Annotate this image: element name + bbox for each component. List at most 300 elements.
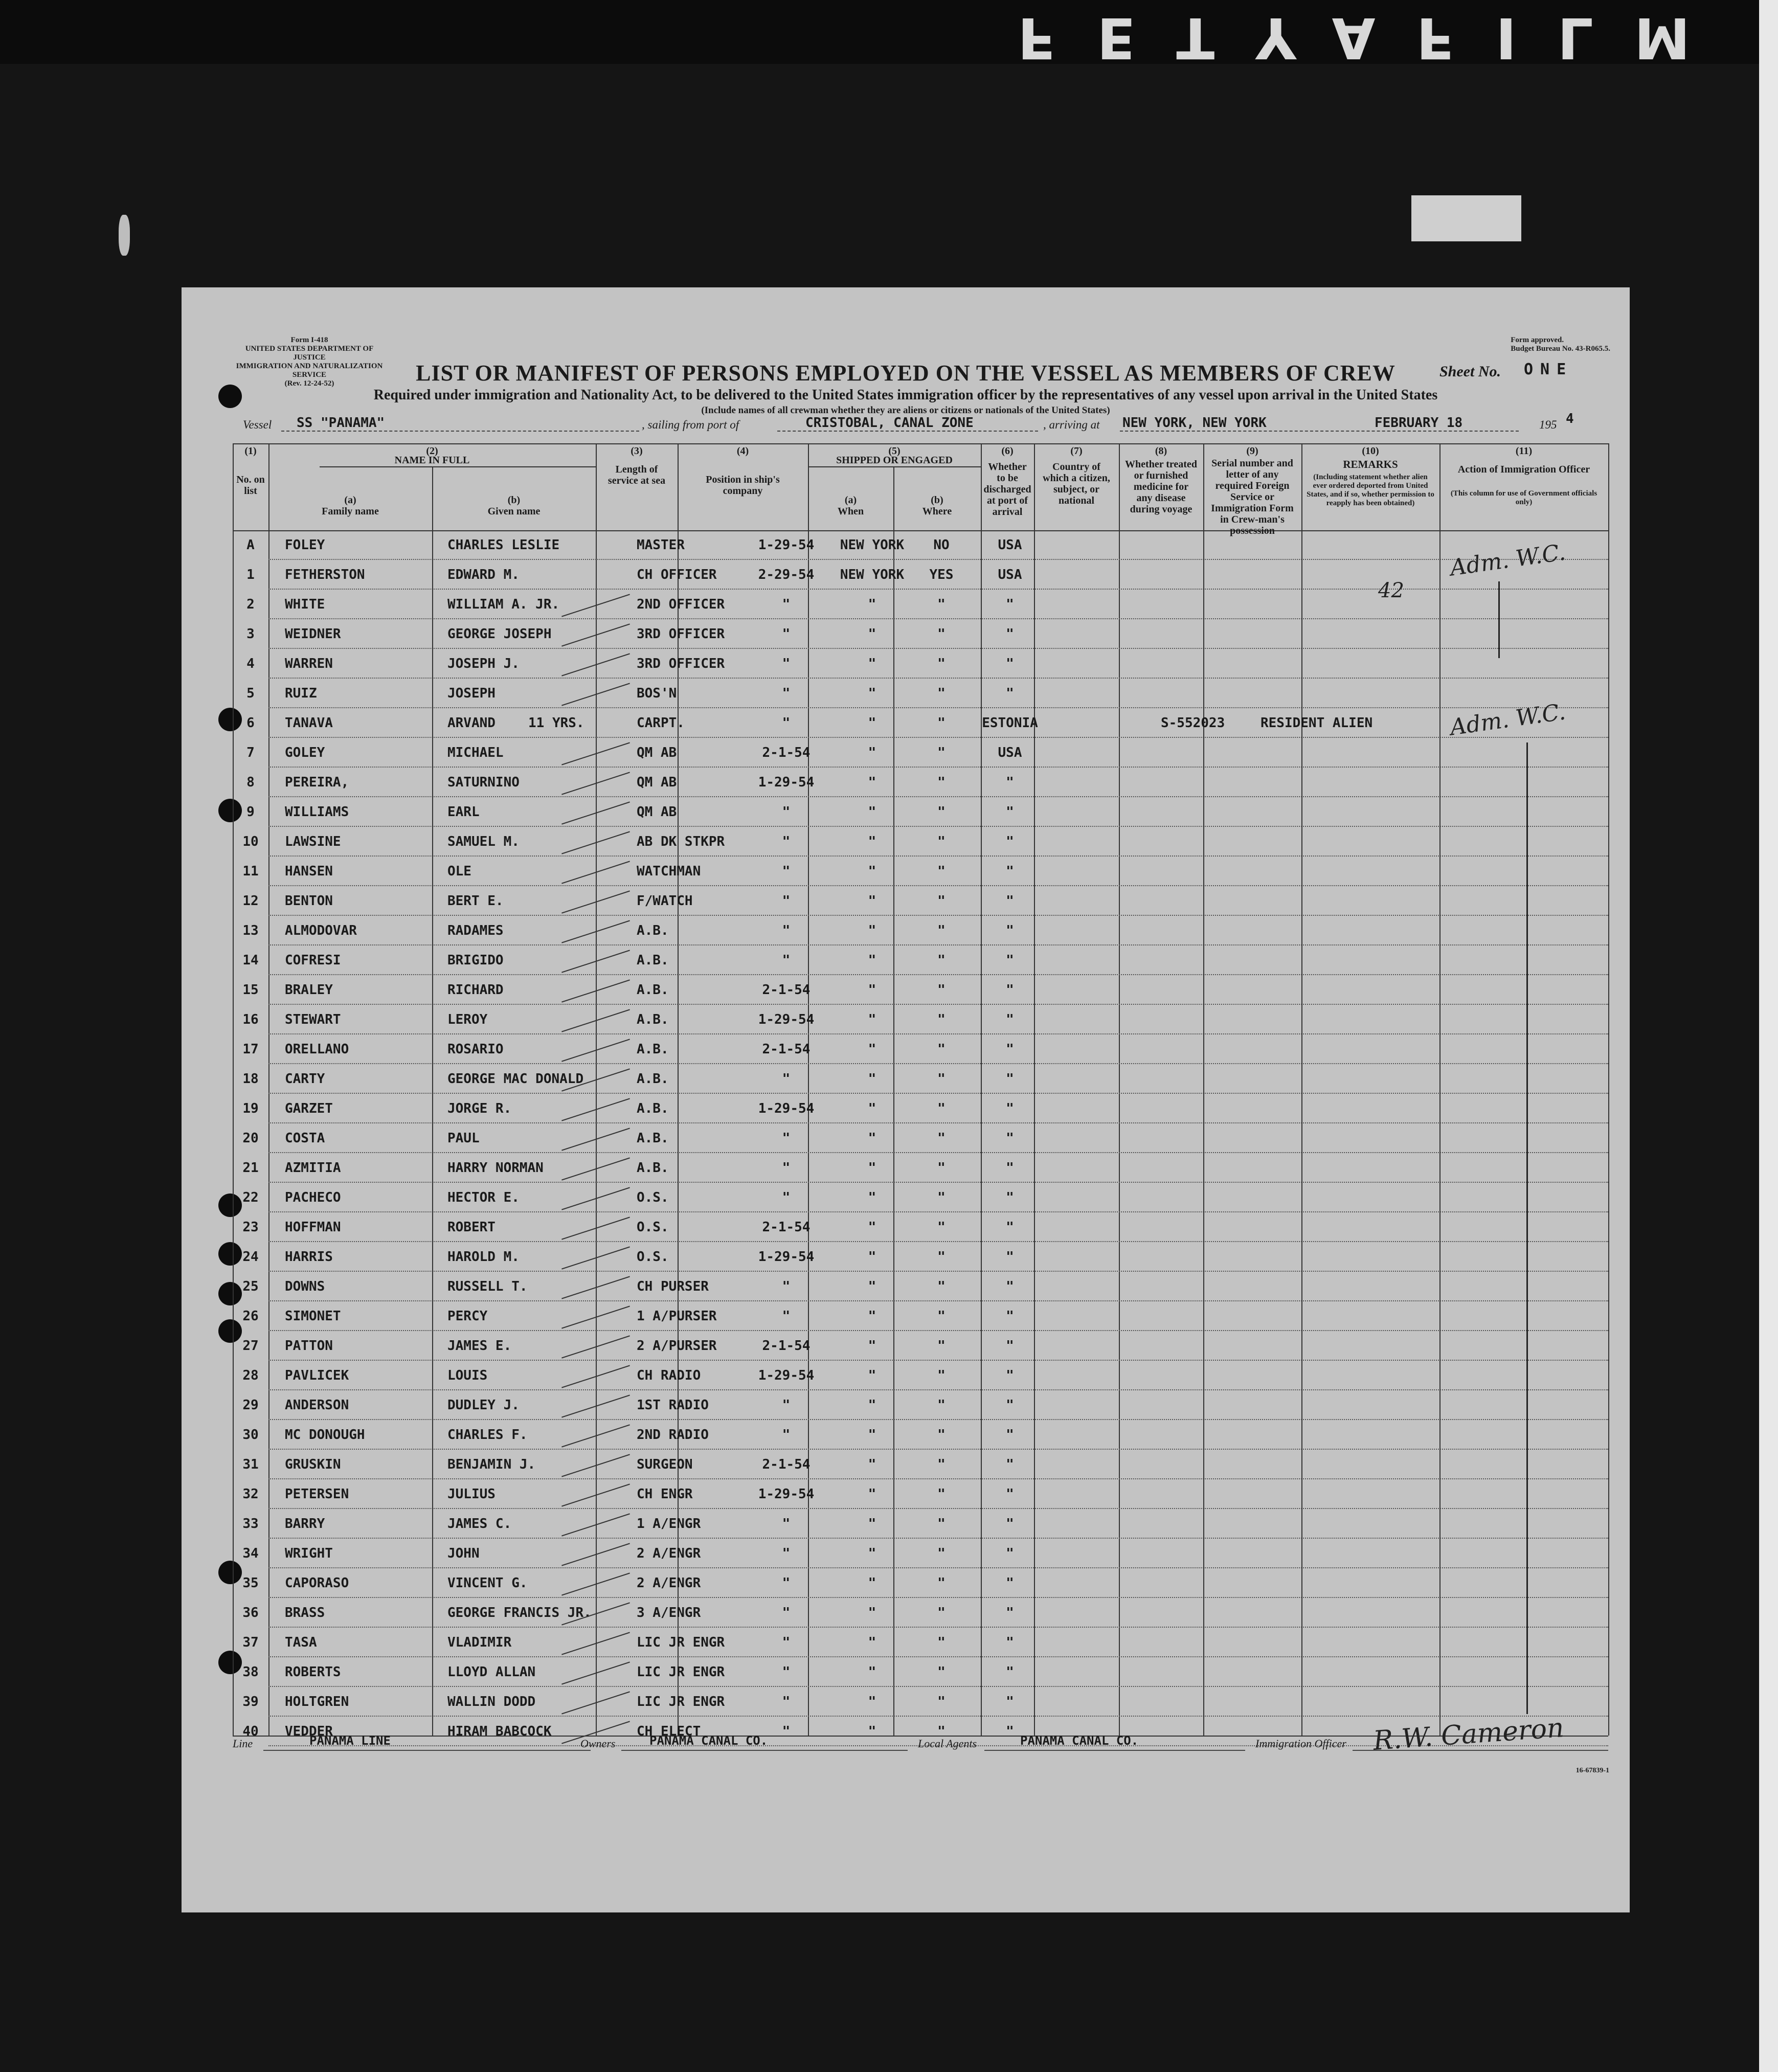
engaged-where-cell: " xyxy=(868,893,876,909)
engaged-where-cell: " xyxy=(868,597,876,612)
table-row xyxy=(233,1301,1608,1331)
family-name-cell: COFRESI xyxy=(285,953,341,968)
engaged-when-cell: " xyxy=(782,626,791,642)
row-number-cell: 11 xyxy=(242,864,259,879)
given-name-cell: BERT E. xyxy=(447,893,504,909)
country-cell: " xyxy=(1006,834,1014,849)
position-cell: 3RD OFFICER xyxy=(637,626,725,642)
engaged-when-cell: 2-1-54 xyxy=(762,982,811,998)
engaged-when-cell: " xyxy=(782,1575,791,1591)
given-name-cell: OLE xyxy=(447,864,471,879)
approval-bracket xyxy=(1498,581,1500,658)
arriving-label: , arriving at xyxy=(1043,418,1100,431)
given-name-cell: HAROLD M. xyxy=(447,1249,520,1265)
engaged-where-cell: " xyxy=(868,1042,876,1057)
position-cell: 2 A/ENGR xyxy=(637,1546,701,1561)
given-name-cell: ROBERT xyxy=(447,1220,496,1235)
discharged-cell: " xyxy=(937,864,946,879)
engaged-where-cell: " xyxy=(868,1101,876,1116)
col-7-number: (7) xyxy=(1070,445,1083,457)
given-name-cell: JAMES E. xyxy=(447,1338,512,1354)
given-name-cell: EARL xyxy=(447,804,480,820)
engaged-where-cell: " xyxy=(868,1664,876,1680)
country-cell: " xyxy=(1006,1575,1014,1591)
approval-line: Form approved. xyxy=(1511,336,1564,344)
position-cell: LIC JR ENGR xyxy=(637,1694,725,1709)
country-cell: " xyxy=(1006,1605,1014,1620)
row-number-cell: 19 xyxy=(242,1101,259,1116)
col-5b-header: (b) Where xyxy=(922,494,952,517)
col-9-number: (9) xyxy=(1246,445,1258,457)
engaged-where-cell: " xyxy=(868,1457,876,1472)
film-tab xyxy=(1411,195,1521,241)
service-dash-mark xyxy=(561,623,630,646)
family-name-cell: ANDERSON xyxy=(285,1398,349,1413)
owners-value: PANAMA CANAL CO. xyxy=(649,1733,768,1748)
country-cell: " xyxy=(1006,1190,1014,1205)
given-name-cell: CHARLES F. xyxy=(447,1427,528,1443)
country-cell: " xyxy=(1006,923,1014,938)
position-cell: 2 A/ENGR xyxy=(637,1575,701,1591)
discharged-cell: NO xyxy=(933,537,950,553)
position-cell: A.B. xyxy=(637,1131,669,1146)
family-name-cell: BARRY xyxy=(285,1516,325,1532)
engaged-where-cell: " xyxy=(868,1487,876,1502)
engaged-where-cell: " xyxy=(868,1546,876,1561)
country-cell: " xyxy=(1006,1368,1014,1383)
row-number-cell: 13 xyxy=(242,923,259,938)
engaged-where-cell: " xyxy=(868,923,876,938)
service-dash-mark xyxy=(561,979,630,1002)
position-cell: A.B. xyxy=(637,1160,669,1176)
service-dash-mark xyxy=(561,1543,630,1566)
col-2-number: (2) xyxy=(426,445,438,457)
discharged-cell: " xyxy=(937,1279,946,1294)
form-number: Form I-418 xyxy=(290,336,328,344)
country-cell: " xyxy=(1006,1101,1014,1116)
engaged-when-cell: " xyxy=(782,834,791,849)
remarks-cell: RESIDENT ALIEN xyxy=(1261,715,1373,731)
position-cell: 1 A/ENGR xyxy=(637,1516,701,1532)
row-number-cell: 4 xyxy=(246,656,255,671)
discharged-cell: " xyxy=(937,1398,946,1413)
given-name-cell: JOSEPH J. xyxy=(447,656,520,671)
engaged-where-cell: " xyxy=(868,804,876,820)
engaged-when-cell: " xyxy=(782,804,791,820)
family-name-cell: BENTON xyxy=(285,893,333,909)
family-name-cell: PETERSEN xyxy=(285,1487,349,1502)
row-number-cell: A xyxy=(246,537,255,553)
row-number-cell: 37 xyxy=(242,1635,259,1650)
engaged-when-cell: " xyxy=(782,1309,791,1324)
engaged-when-cell: 2-1-54 xyxy=(762,1220,811,1235)
position-cell: O.S. xyxy=(637,1190,669,1205)
discharged-cell: " xyxy=(937,1101,946,1116)
family-name-cell: PATTON xyxy=(285,1338,333,1354)
position-cell: QM AB xyxy=(637,745,677,760)
position-cell: CARPT. xyxy=(637,715,685,731)
discharged-cell: " xyxy=(937,1190,946,1205)
country-cell: " xyxy=(1006,1012,1014,1027)
country-cell: USA xyxy=(998,537,1022,553)
table-row xyxy=(233,1153,1608,1183)
officer-initials: Adm. W.C. xyxy=(1448,699,1567,741)
row-number-cell: 36 xyxy=(242,1605,259,1620)
given-name-cell: MICHAEL xyxy=(447,745,504,760)
sailing-label: , sailing from port of xyxy=(642,418,739,431)
position-cell: A.B. xyxy=(637,953,669,968)
service-dash-mark xyxy=(561,890,630,913)
engaged-when-cell: 1-29-54 xyxy=(758,1368,815,1383)
service-dash-mark xyxy=(561,1128,630,1151)
discharged-cell: " xyxy=(937,1012,946,1027)
service-dash-mark xyxy=(561,1276,630,1299)
given-name-cell: HIRAM BABCOCK xyxy=(447,1724,552,1739)
position-cell: LIC JR ENGR xyxy=(637,1635,725,1650)
engaged-when-cell: 1-29-54 xyxy=(758,1012,815,1027)
engaged-where-cell: " xyxy=(868,1398,876,1413)
service-dash-mark xyxy=(561,1454,630,1477)
position-cell: 2 A/PURSER xyxy=(637,1338,717,1354)
given-name-cell: VLADIMIR xyxy=(447,1635,512,1650)
table-row xyxy=(233,679,1608,708)
country-cell: " xyxy=(1006,804,1014,820)
table-row xyxy=(233,886,1608,916)
table-row xyxy=(233,1479,1608,1509)
service-dash-mark xyxy=(561,1483,630,1506)
position-cell: A.B. xyxy=(637,982,669,998)
engaged-where-cell: " xyxy=(868,775,876,790)
position-cell: CH OFFICER xyxy=(637,567,717,582)
position-cell: LIC JR ENGR xyxy=(637,1664,725,1680)
table-row xyxy=(233,1123,1608,1153)
country-cell: " xyxy=(1006,864,1014,879)
engaged-where-cell: " xyxy=(868,1575,876,1591)
col-9-header: Serial number and letter of any required Foreign Service or Immigration Form in Crew-man's possession xyxy=(1211,458,1294,536)
given-name-cell: JOSEPH xyxy=(447,686,496,701)
family-name-cell: STEWART xyxy=(285,1012,341,1027)
given-name-cell: JORGE R. xyxy=(447,1101,512,1116)
table-row xyxy=(233,1212,1608,1242)
position-cell: QM AB xyxy=(637,775,677,790)
row-number-cell: 28 xyxy=(242,1368,259,1383)
row-number-cell: 15 xyxy=(242,982,259,998)
col-6-header: Whether to be discharged at port of arrival xyxy=(983,461,1031,517)
given-name-cell: JOHN xyxy=(447,1546,480,1561)
given-name-cell: ARVAND xyxy=(447,715,496,731)
table-row xyxy=(233,1687,1608,1717)
form-service: IMMIGRATION AND NATURALIZATION SERVICE xyxy=(236,362,383,379)
country-cell: " xyxy=(1006,656,1014,671)
row-number-cell: 32 xyxy=(242,1487,259,1502)
table-row xyxy=(233,530,1608,560)
country-cell: " xyxy=(1006,893,1014,909)
country-cell: USA xyxy=(998,745,1022,760)
family-name-cell: ROBERTS xyxy=(285,1664,341,1680)
service-dash-mark xyxy=(561,831,630,854)
col-1-header: No. on list xyxy=(236,474,265,497)
year-prefix: 195 xyxy=(1539,418,1557,431)
owners-label: Owners xyxy=(580,1737,616,1750)
arriving-value: NEW YORK, NEW YORK xyxy=(1122,415,1267,431)
discharged-cell: " xyxy=(937,834,946,849)
row-number-cell: 12 xyxy=(242,893,259,909)
officer-initials: Adm. W.C. xyxy=(1448,539,1567,581)
position-cell: A.B. xyxy=(637,1042,669,1057)
family-name-cell: DOWNS xyxy=(285,1279,325,1294)
service-dash-mark xyxy=(561,742,630,765)
table-row xyxy=(233,1272,1608,1301)
table-row xyxy=(233,1628,1608,1657)
service-dash-mark xyxy=(561,1039,630,1062)
country-cell: " xyxy=(1006,953,1014,968)
family-name-cell: TASA xyxy=(285,1635,317,1650)
family-name-cell: HARRIS xyxy=(285,1249,333,1265)
engaged-where-cell: " xyxy=(868,745,876,760)
engaged-when-cell: " xyxy=(782,715,791,731)
given-name-cell: GEORGE FRANCIS JR. xyxy=(447,1605,592,1620)
given-name-cell: PAUL xyxy=(447,1131,480,1146)
row-number-cell: 21 xyxy=(242,1160,259,1176)
discharged-cell: " xyxy=(937,1546,946,1561)
table-row xyxy=(233,1331,1608,1361)
family-name-cell: WHITE xyxy=(285,597,325,612)
engaged-when-cell: " xyxy=(782,1724,791,1739)
discharged-cell: " xyxy=(937,804,946,820)
engaged-when-cell: " xyxy=(782,1605,791,1620)
position-cell: O.S. xyxy=(637,1220,669,1235)
col-4-header: Position in ship's company xyxy=(706,474,780,497)
country-cell: " xyxy=(1006,1487,1014,1502)
service-dash-mark xyxy=(561,1217,630,1240)
col-10-number: (10) xyxy=(1362,445,1379,457)
table-row xyxy=(233,1598,1608,1628)
row-number-cell: 14 xyxy=(242,953,259,968)
table-row xyxy=(233,1183,1608,1212)
family-name-cell: PAVLICEK xyxy=(285,1368,349,1383)
family-name-cell: HOLTGREN xyxy=(285,1694,349,1709)
family-name-cell: FOLEY xyxy=(285,537,325,553)
position-cell: CH ENGR xyxy=(637,1487,693,1502)
table-row xyxy=(233,1034,1608,1064)
row-number-cell: 7 xyxy=(246,745,255,760)
engaged-where-cell: " xyxy=(868,686,876,701)
given-name-cell: RICHARD xyxy=(447,982,504,998)
family-name-cell: WRIGHT xyxy=(285,1546,333,1561)
engaged-when-cell: " xyxy=(782,1664,791,1680)
position-cell: A.B. xyxy=(637,1101,669,1116)
engaged-when-cell: 1-29-54 xyxy=(758,775,815,790)
country-cell: " xyxy=(1006,1635,1014,1650)
service-dash-mark xyxy=(561,1632,630,1655)
position-cell: F/WATCH xyxy=(637,893,693,909)
table-row xyxy=(233,945,1608,975)
country-cell: " xyxy=(1006,1664,1014,1680)
country-cell: " xyxy=(1006,1309,1014,1324)
given-name-cell: JAMES C. xyxy=(447,1516,512,1532)
form-department: UNITED STATES DEPARTMENT OF JUSTICE xyxy=(245,345,374,362)
engaged-when-cell: 1-29-54 xyxy=(758,1249,815,1265)
given-name-cell: GEORGE MAC DONALD xyxy=(447,1071,584,1087)
country-cell: " xyxy=(1006,1338,1014,1354)
service-dash-mark xyxy=(561,1009,630,1032)
service-dash-mark xyxy=(561,1098,630,1121)
family-name-cell: CARTY xyxy=(285,1071,325,1087)
engaged-when-cell: 2-1-54 xyxy=(762,1457,811,1472)
engaged-where-cell: " xyxy=(868,1427,876,1443)
col-1-number: (1) xyxy=(244,445,257,457)
discharged-cell: " xyxy=(937,1427,946,1443)
document-subtitle: Required under immigration and Nationality Act, to be delivered to the United States immigration officer by the representatives of any vessel upon arrival in the United States xyxy=(373,387,1438,403)
row-number-cell: 3 xyxy=(246,626,255,642)
given-name-cell: PERCY xyxy=(447,1309,488,1324)
service-dash-mark xyxy=(561,1305,630,1328)
country-cell: " xyxy=(1006,1160,1014,1176)
given-name-cell: EDWARD M. xyxy=(447,567,520,582)
col-6-number: (6) xyxy=(1001,445,1014,457)
table-row xyxy=(233,649,1608,679)
discharged-cell: " xyxy=(937,1457,946,1472)
line-label: Line xyxy=(233,1737,253,1750)
engaged-where-cell: " xyxy=(868,1309,876,1324)
engaged-where-cell: " xyxy=(868,1190,876,1205)
family-name-cell: GRUSKIN xyxy=(285,1457,341,1472)
country-cell: " xyxy=(1006,626,1014,642)
given-name-cell: RUSSELL T. xyxy=(447,1279,528,1294)
given-name-cell: BENJAMIN J. xyxy=(447,1457,536,1472)
engaged-where-cell: NEW YORK xyxy=(840,537,905,553)
discharged-cell: " xyxy=(937,1694,946,1709)
discharged-cell: " xyxy=(937,1071,946,1087)
vessel-value: SS "PANAMA" xyxy=(297,415,385,431)
service-dash-mark xyxy=(561,1513,630,1536)
service-dash-mark xyxy=(561,861,630,884)
col-3-header: Length of service at sea xyxy=(607,464,666,486)
sheet-number-label: Sheet No. xyxy=(1439,363,1501,380)
line-value: PANAMA LINE xyxy=(309,1733,391,1748)
engaged-when-cell: " xyxy=(782,686,791,701)
family-name-cell: PEREIRA, xyxy=(285,775,349,790)
table-row xyxy=(233,1361,1608,1390)
position-cell: O.S. xyxy=(637,1249,669,1265)
engaged-when-cell: 1-29-54 xyxy=(758,1487,815,1502)
engaged-where-cell: " xyxy=(868,1220,876,1235)
given-name-cell: GEORGE JOSEPH xyxy=(447,626,552,642)
document-title: LIST OR MANIFEST OF PERSONS EMPLOYED ON THE VESSEL AS MEMBERS OF CREW xyxy=(416,361,1396,386)
row-number-cell: 39 xyxy=(242,1694,259,1709)
given-name-cell: SATURNINO xyxy=(447,775,520,790)
discharged-cell: " xyxy=(937,1309,946,1324)
manifest-sheet xyxy=(182,287,1630,1912)
serial-number-cell: S-552023 xyxy=(1161,715,1225,731)
col-2b-header: (b) Given name xyxy=(487,494,541,517)
table-row xyxy=(233,708,1608,738)
discharged-cell: " xyxy=(937,1605,946,1620)
col-8-number: (8) xyxy=(1155,445,1167,457)
discharged-cell: " xyxy=(937,1338,946,1354)
family-name-cell: PACHECO xyxy=(285,1190,341,1205)
row-number-cell: 17 xyxy=(242,1042,259,1057)
family-name-cell: SIMONET xyxy=(285,1309,341,1324)
engaged-where-cell: " xyxy=(868,1279,876,1294)
given-name-cell: BRIGIDO xyxy=(447,953,504,968)
discharged-cell: " xyxy=(937,1635,946,1650)
row-number-cell: 2 xyxy=(246,597,255,612)
row-number-cell: 33 xyxy=(242,1516,259,1532)
service-dash-mark xyxy=(561,653,630,676)
col-5a-header: (a) When xyxy=(837,494,864,517)
service-dash-mark xyxy=(561,950,630,973)
row-number-cell: 29 xyxy=(242,1398,259,1413)
engaged-where-cell: " xyxy=(868,1516,876,1532)
engaged-when-cell: " xyxy=(782,864,791,879)
table-row xyxy=(233,768,1608,797)
discharged-cell: " xyxy=(937,893,946,909)
position-cell: AB DK STKPR xyxy=(637,834,725,849)
table-row xyxy=(233,797,1608,827)
col-11-subheader: (This column for use of Government officials only) xyxy=(1450,489,1597,506)
family-name-cell: WEIDNER xyxy=(285,626,341,642)
arrival-date: FEBRUARY 18 xyxy=(1375,415,1463,431)
table-row xyxy=(233,1242,1608,1272)
engaged-where-cell: " xyxy=(868,1012,876,1027)
engaged-when-cell: " xyxy=(782,1190,791,1205)
agents-label: Local Agents xyxy=(918,1737,977,1750)
sheet-number-value: ONE xyxy=(1524,361,1573,378)
engaged-when-cell: " xyxy=(782,1398,791,1413)
row-number-cell: 22 xyxy=(242,1190,259,1205)
discharged-cell: " xyxy=(937,597,946,612)
row-number-cell: 38 xyxy=(242,1664,259,1680)
officer-signature: R.W. Cameron xyxy=(1372,1713,1565,1756)
row-number-cell: 30 xyxy=(242,1427,259,1443)
family-name-cell: GARZET xyxy=(285,1101,333,1116)
discharged-cell: " xyxy=(937,745,946,760)
engaged-when-cell: " xyxy=(782,893,791,909)
engaged-when-cell: " xyxy=(782,1071,791,1087)
family-name-cell: VEDDER xyxy=(285,1724,333,1739)
discharged-cell: " xyxy=(937,1042,946,1057)
engaged-when-cell: 1-29-54 xyxy=(758,1101,815,1116)
service-dash-mark xyxy=(561,1365,630,1388)
table-row xyxy=(233,975,1608,1005)
country-cell: " xyxy=(1006,982,1014,998)
family-name-cell: CAPORASO xyxy=(285,1575,349,1591)
discharged-cell: " xyxy=(937,1368,946,1383)
engaged-when-cell: 2-1-54 xyxy=(762,1338,811,1354)
family-name-cell: COSTA xyxy=(285,1131,325,1146)
engaged-where-cell: " xyxy=(868,1131,876,1146)
table-row xyxy=(233,1064,1608,1094)
engaged-when-cell: " xyxy=(782,656,791,671)
position-cell: A.B. xyxy=(637,1012,669,1027)
country-cell: " xyxy=(1006,1457,1014,1472)
table-row xyxy=(233,1450,1608,1479)
discharged-cell: " xyxy=(937,656,946,671)
given-name-cell: DUDLEY J. xyxy=(447,1398,520,1413)
service-dash-mark xyxy=(561,1691,630,1714)
table-row xyxy=(233,1509,1608,1539)
table-row xyxy=(233,1005,1608,1034)
engaged-when-cell: " xyxy=(782,1131,791,1146)
engaged-when-cell: " xyxy=(782,597,791,612)
engaged-where-cell: " xyxy=(868,834,876,849)
col-5-number: (5) xyxy=(888,445,901,457)
service-length-cell: 11 YRS. xyxy=(528,715,584,731)
col-10-subheader: (Including statement whether alien ever ordered deported from United States, and if so, whether permission to reapply has been obtained) xyxy=(1307,473,1434,507)
family-name-cell: RUIZ xyxy=(285,686,317,701)
country-cell: " xyxy=(1006,1398,1014,1413)
